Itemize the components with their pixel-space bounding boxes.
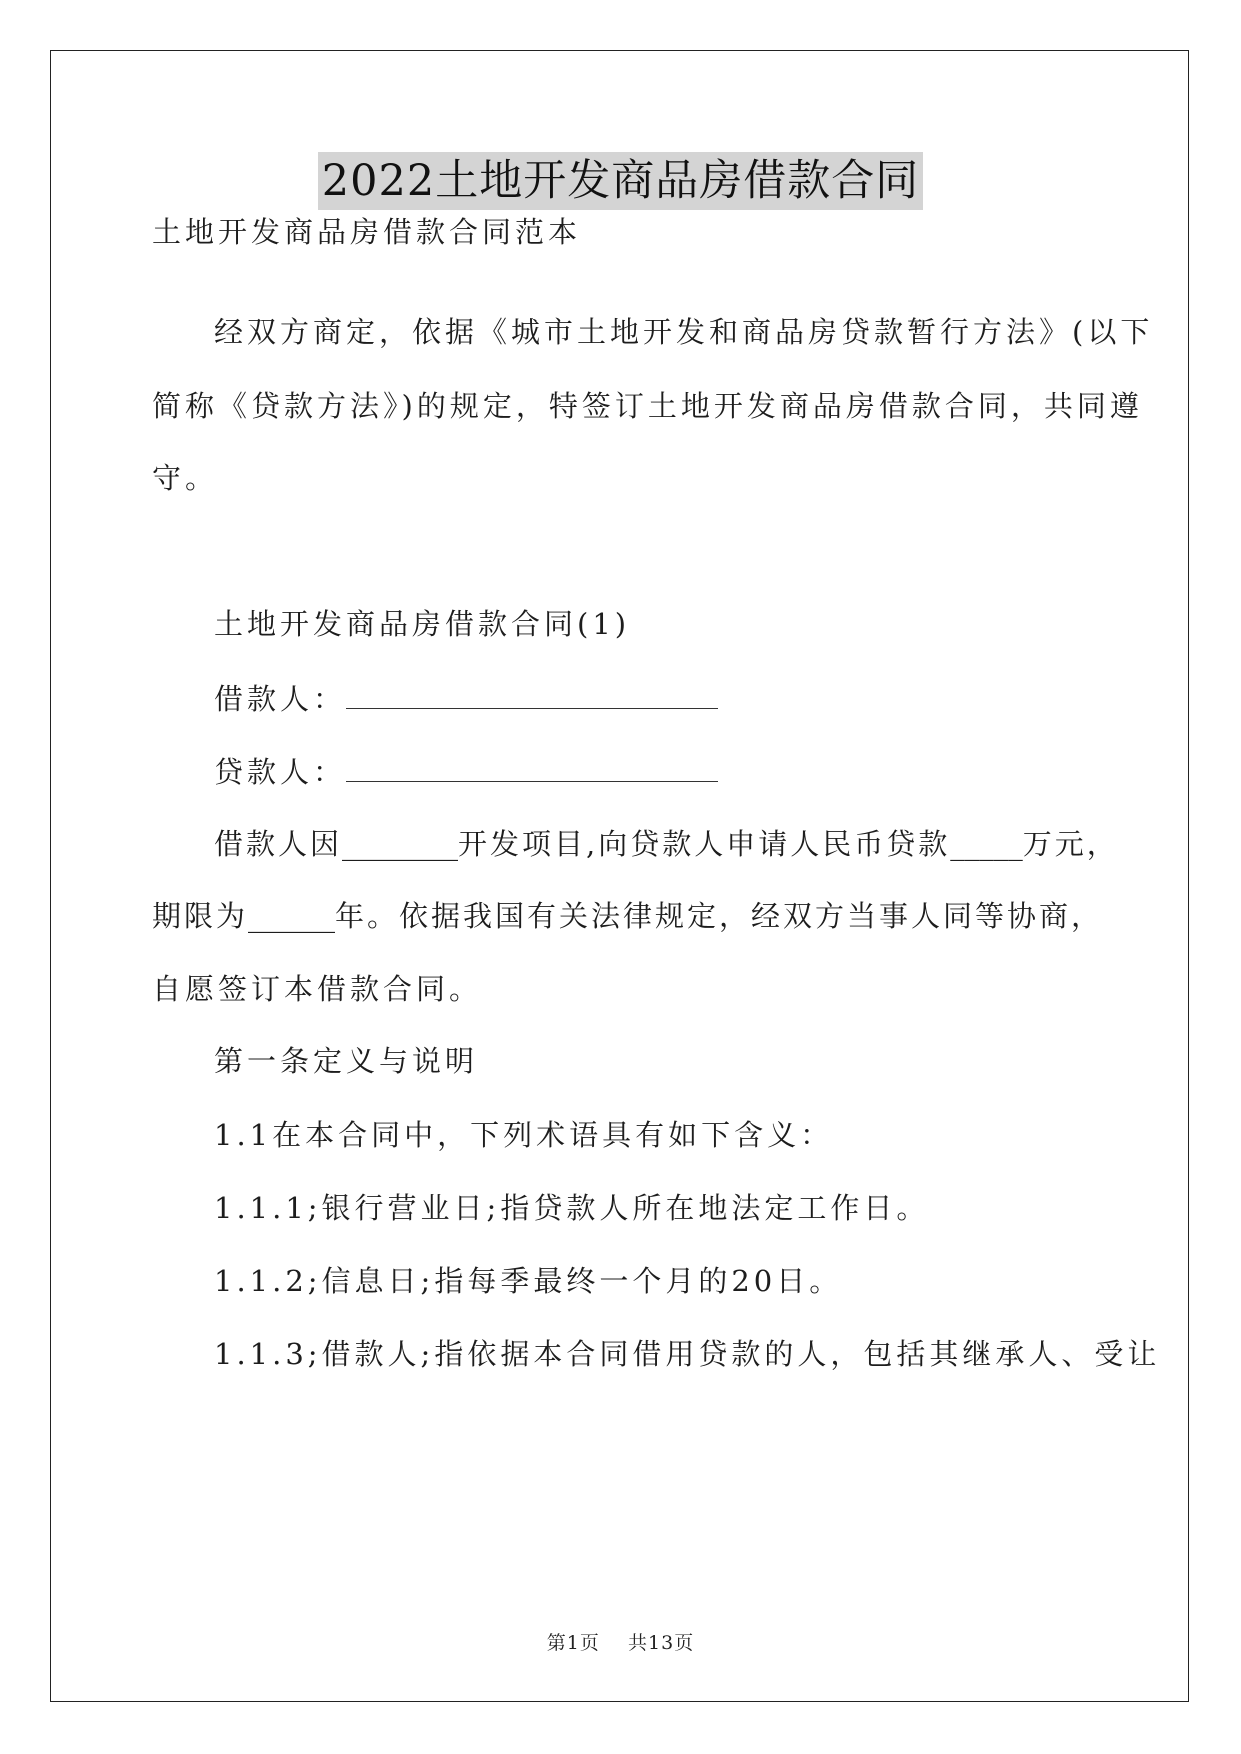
lender-blank [346, 751, 718, 782]
intro-line-2: 简称《贷款方法》)的规定，特签订土地开发商品房借款合同，共同遵 [152, 389, 1143, 423]
clause-1-1: 1.1在本合同中，下列术语具有如下含义： [214, 1118, 834, 1152]
borrower-blank [346, 678, 718, 709]
contract-heading: 土地开发商品房借款合同(1) [214, 607, 631, 641]
document-title: 2022土地开发商品房借款合同 [318, 152, 923, 210]
body-line-1-part-3: 万元， [1022, 827, 1119, 861]
body-line-2 [152, 896, 1104, 936]
body-line-1 [214, 824, 1154, 864]
clause-1-1-2: 1.1.2;信息日;指每季最终一个月的20日。 [214, 1264, 843, 1298]
intro-line-1: 经双方商定，依据《城市土地开发和商品房贷款暂行方法》(以下 [214, 315, 1154, 349]
lender-label: 贷款人： [214, 755, 347, 789]
borrower-label: 借款人： [214, 682, 347, 716]
body-line-2-blank: ______ [248, 899, 336, 933]
intro-line-3: 守。 [152, 461, 219, 495]
body-line-1-blank-1: ________ [342, 827, 459, 861]
borrower-row [214, 678, 1154, 719]
page-footer [0, 1628, 1241, 1655]
article-1-heading: 第一条定义与说明 [214, 1044, 479, 1078]
body-line-1-part-1: 借款人因 [214, 827, 343, 861]
lender-row [214, 751, 1154, 792]
subtitle: 土地开发商品房借款合同范本 [152, 215, 582, 249]
body-line-1-part-2: 开发项目,向贷款人申请人民币贷款 [458, 827, 951, 861]
clause-1-1-3: 1.1.3;借款人;指依据本合同借用贷款的人，包括其继承人、受让 [214, 1337, 1161, 1371]
body-line-1-blank-2: _____ [950, 827, 1023, 861]
page-total: 共13页 [628, 1632, 695, 1654]
body-line-2-part-2: 年。依据我国有关法律规定，经双方当事人同等协商， [335, 899, 1104, 933]
clause-1-1-1: 1.1.1;银行营业日;指贷款人所在地法定工作日。 [214, 1191, 930, 1225]
page-number: 第1页 [546, 1632, 600, 1654]
page-border [50, 50, 1189, 1702]
body-line-3: 自愿签订本借款合同。 [152, 972, 483, 1006]
title-container [0, 152, 1241, 210]
body-line-2-part-1: 期限为 [152, 899, 249, 933]
